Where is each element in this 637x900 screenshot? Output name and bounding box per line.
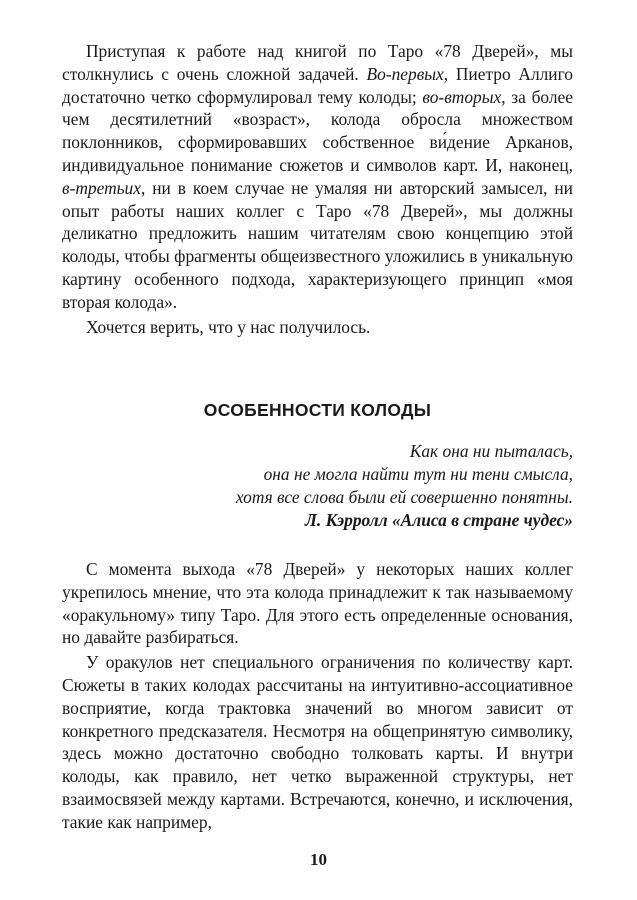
body-paragraph-2: У оракулов нет специального ограничения по количеству карт. Сюжеты в таких колодах рассчитаны на интуитивно-ассоциативное восприятие, когда трактовка значений во многом зависит от конкретного предсказателя. Несмотря на общепринятую символику, здесь можно достаточно свободно толковать карты. И внутри колоды, как правило, нет четко выраженной структуры, нет взаимосвязей между картами. Встречаются, конечно, и исключения, такие как например,: [62, 652, 573, 832]
epigraph-line-2: она не могла найти тут ни тени смысла,: [263, 464, 573, 484]
epigraph-line-3: хотя все слова были ей совершенно понятны.: [235, 487, 573, 507]
epigraph-source: Л. Кэрролл «Алиса в стране чудес»: [304, 510, 573, 530]
section-heading: ОСОБЕННОСТИ КОЛОДЫ: [203, 400, 432, 420]
intro-text-run: Приступая к работе над книгой по Таро «78 Дверей», мы столкнулись с очень сложной задачей.: [62, 41, 573, 84]
body-paragraph-1: С момента выхода «78 Дверей» у некоторых наших коллег укрепилось мнение, что эта колода принадлежит к так называемому «оракульному» типу Таро. Для этого есть определенные основания, но давайте разбираться.: [62, 559, 573, 648]
intro-text-run: , за более чем десятилетний «возраст», колода обросла множеством поклонников, сформировавших собственное ви́дение Арканов, индивидуальное понимание сюжетов и символов карт. И, наконец,: [62, 86, 573, 175]
intro-paragraph-1: [62, 40, 573, 314]
epigraph-line-1: Как она ни пыталась,: [409, 441, 573, 461]
body-text: [62, 558, 573, 834]
page-number: 10: [310, 850, 327, 869]
emphasis-firstly: Во-первых: [366, 63, 444, 84]
intro-text-run: , Пиетро Аллиго достаточно четко сформулировал тему колоды;: [62, 63, 573, 107]
intro-text-run: , ни в коем случае не умаляя ни авторский замысел, ни опыт работы наших коллег с Таро «78 Дверей», мы должны деликатно предложить нашим читателям свою концепцию этой колоды, чтобы фрагменты общеизвестного уложились в уникальную картину особенного подхода, характеризующего принцип «моя вторая колода».: [62, 177, 573, 312]
emphasis-thirdly: в-третьих: [62, 177, 141, 198]
epigraph: [123, 440, 573, 532]
intro-text: [62, 40, 573, 338]
emphasis-secondly: во-вторых: [422, 86, 502, 107]
intro-paragraph-2: Хочется верить, что у нас получилось.: [86, 316, 371, 337]
